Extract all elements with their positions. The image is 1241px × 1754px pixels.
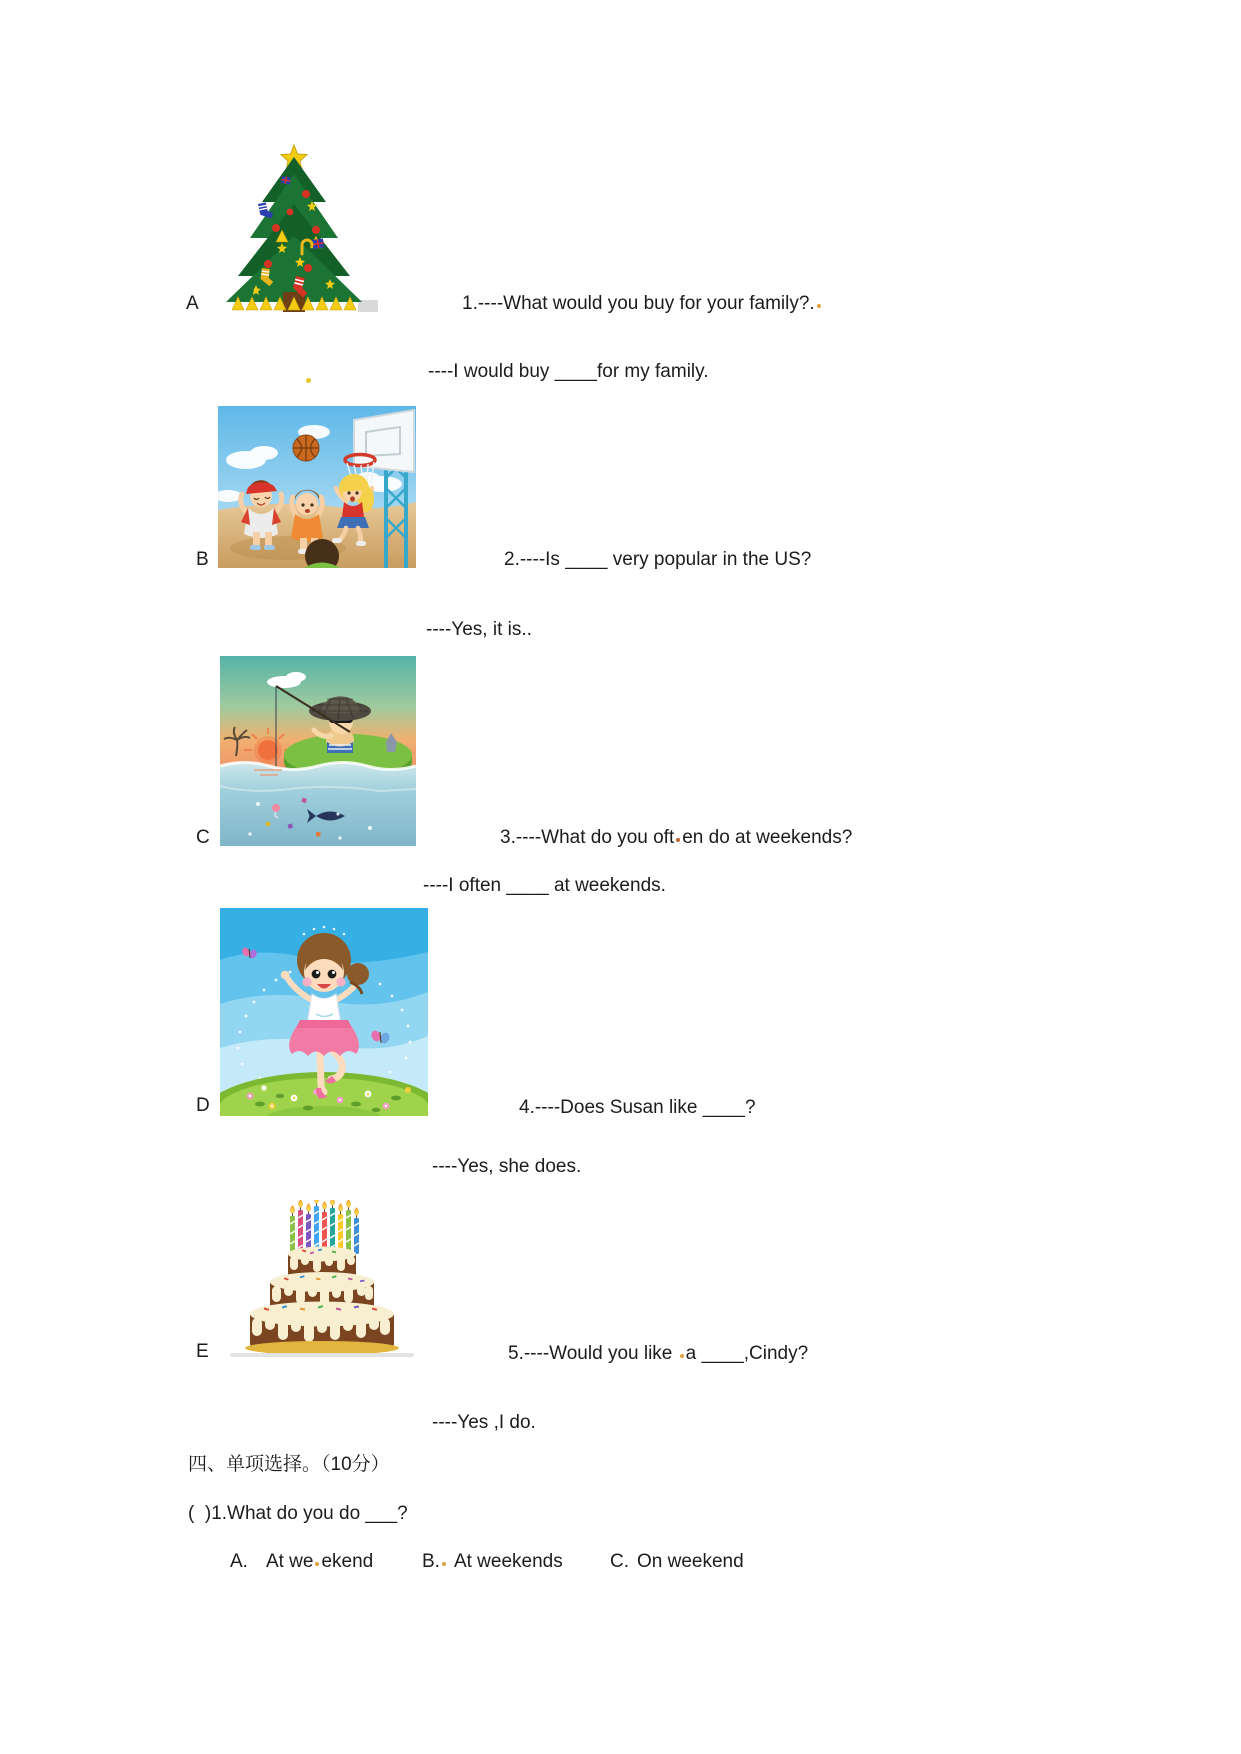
mc-option-a-text-1: At we — [265, 1551, 314, 1572]
kids-playing-basketball-image — [218, 406, 416, 568]
mc-option-b — [422, 1550, 563, 1574]
question-2: 2.----Is ____ very popular in the US? — [504, 549, 812, 570]
item-letter-e: E — [196, 1341, 209, 1362]
question-3 — [500, 826, 852, 850]
mc-option-a — [230, 1550, 373, 1574]
mc-option-a-label: A. — [230, 1551, 248, 1572]
item-letter-d: D — [196, 1095, 210, 1116]
question-1-text: 1.----What would you buy for your family?. — [462, 293, 815, 314]
item-letter-a: A — [186, 293, 199, 314]
ballerina-girl-image — [220, 908, 428, 1116]
answer-3: ----I often ____ at weekends. — [423, 875, 666, 896]
mc-option-c-text: On weekend — [637, 1551, 744, 1572]
mc-option-c — [610, 1550, 744, 1574]
question-1 — [462, 292, 823, 316]
annotation-dot — [676, 838, 680, 842]
christmas-tree-image — [212, 142, 378, 314]
question-5 — [508, 1342, 808, 1366]
item-letter-c: C — [196, 827, 210, 848]
annotation-dot — [442, 1562, 446, 1566]
answer-1: ----I would buy ____for my family. — [428, 361, 709, 382]
mc-option-b-text: At weekends — [453, 1551, 563, 1572]
question-5-text-a: 5.----Would you like — [508, 1343, 678, 1364]
question-3-text-b: en do at weekends? — [682, 827, 853, 848]
answer-4: ----Yes, she does. — [432, 1156, 582, 1177]
mc-option-a-text-2: ekend — [321, 1551, 374, 1572]
birthday-cake-image — [224, 1200, 420, 1360]
question-5-text-b: a ____,Cindy? — [685, 1343, 809, 1364]
answer-2: ----Yes, it is.. — [426, 619, 532, 640]
man-fishing-image — [220, 656, 416, 846]
annotation-dot — [817, 304, 821, 308]
question-4: 4.----Does Susan like ____? — [519, 1097, 756, 1118]
mc-question-1: ( )1.What do you do ___? — [188, 1503, 408, 1524]
annotation-dot — [306, 378, 311, 383]
annotation-dot — [680, 1354, 684, 1358]
mc-option-c-label: C. — [610, 1551, 629, 1572]
item-letter-b: B — [196, 549, 209, 570]
section-heading: 四、单项选择。（10分） — [188, 1454, 390, 1475]
question-3-text-a: 3.----What do you oft — [500, 827, 675, 848]
answer-5: ----Yes ,I do. — [432, 1412, 536, 1433]
mc-option-b-label: B. — [422, 1551, 440, 1572]
annotation-dot — [315, 1562, 319, 1566]
